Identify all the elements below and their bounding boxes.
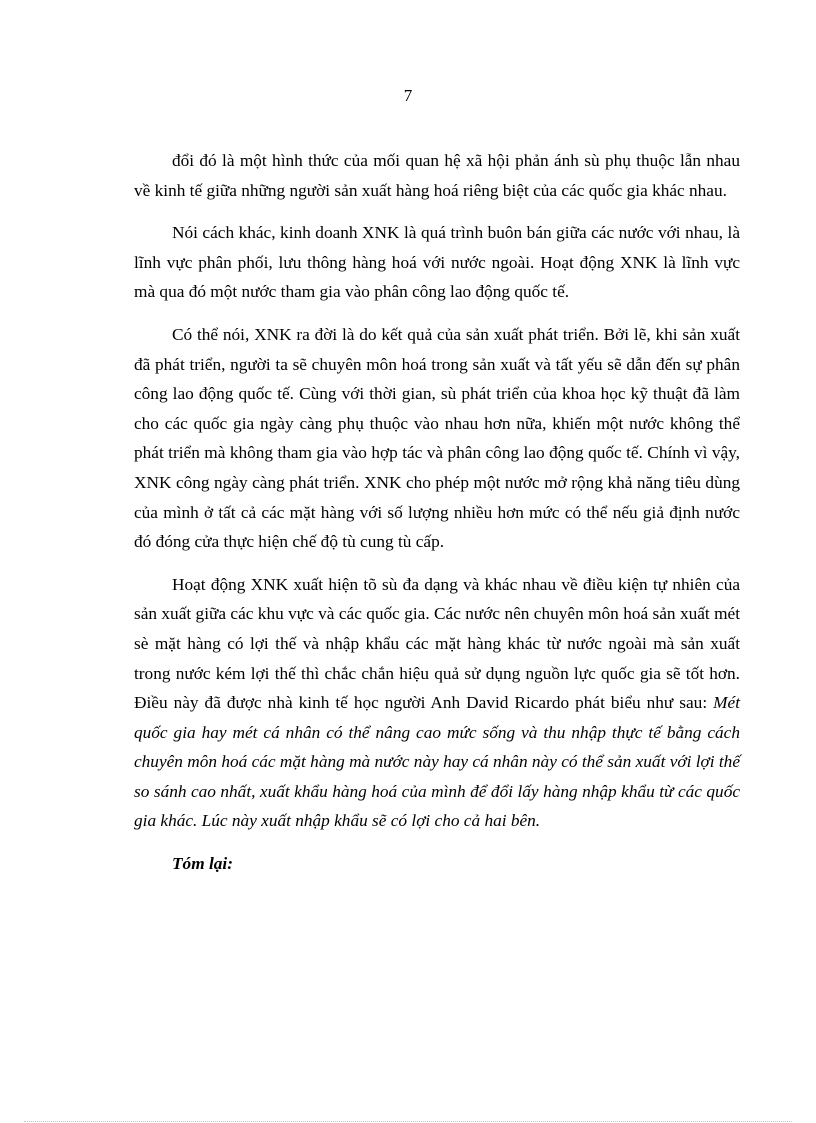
document-body xyxy=(134,146,740,892)
summary-heading: Tóm lại: xyxy=(172,854,233,874)
paragraph-xnk-origin: Có thể nói, XNK ra đời là do kết quả của sản xuất phát triển. Bởi lẽ, khi sản xuất đã phát triển, người ta sẽ chuyên môn hoá trong sản xuất và tất yếu sẽ dẫn đến sự phân công lao động quốc tế. Cùng với thời gian, sù phát triển của khoa học kỹ thuật đã làm cho các quốc gia ngày càng phụ thuộc vào nhau hơn nữa, khiến một nước không thể phát triển mà không tham gia vào hợp tác và phân công lao động quốc tế. Chính vì vậy, XNK công ngày càng phát triển. XNK cho phép một nước mở rộng khả năng tiêu dùng của mình ở tất cả các mặt hàng với số lượng nhiều hơn mức có thể nếu giả định nước đó đóng cửa thực hiện chế độ tù cung tù cấp. xyxy=(134,324,740,552)
paragraph-xnk-business: Nói cách khác, kinh doanh XNK là quá trình buôn bán giữa các nước với nhau, là lĩnh vực phân phối, lưu thông hàng hoá với nước ngoài. Hoạt động XNK là lĩnh vực mà qua đó một nước tham gia vào phân công lao động quốc tế. xyxy=(134,223,740,302)
page-number: 7 xyxy=(403,86,413,105)
ricardo-lead-text: Hoạt động XNK xuất hiện tõ sù đa dạng và khác nhau về điều kiện tự nhiên của sản xuất giữa các khu vực và các quốc gia. Các nước nên chuyên môn hoá sản xuất mét sè mặt hàng có lợi thế và nhập khẩu các mặt hàng khác từ nước ngoài mà sản xuất trong nước kém lợi thế thì chắc chắn hiệu quả sử dụng nguồn lực quốc gia sẽ tốt hơn. Điều này đã được nhà kinh tế học người Anh David Ricardo phát biểu như sau: xyxy=(134,574,740,713)
ricardo-quote: Mét quốc gia hay mét cá nhân có thể nâng cao mức sống và thu nhập thực tế bằng cách chuyên môn hoá các mặt hàng mà nước này hay cá nhân này có thể sản xuất với lợi thế so sánh cao nhất, xuất khẩu hàng hoá của mình để đổi lấy hàng nhập khẩu từ các quốc gia khác. Lúc này xuất nhập khẩu sẽ có lợi cho cả hai bên. xyxy=(134,693,740,831)
paragraph-exchange-definition: đổi đó là một hình thức của mối quan hệ xã hội phản ánh sù phụ thuộc lẫn nhau về kinh tế giữa những người sản xuất hàng hoá riêng biệt của các quốc gia khác nhau. xyxy=(134,151,740,200)
paragraph-ricardo xyxy=(134,570,740,836)
page-bottom-border xyxy=(24,1121,792,1122)
